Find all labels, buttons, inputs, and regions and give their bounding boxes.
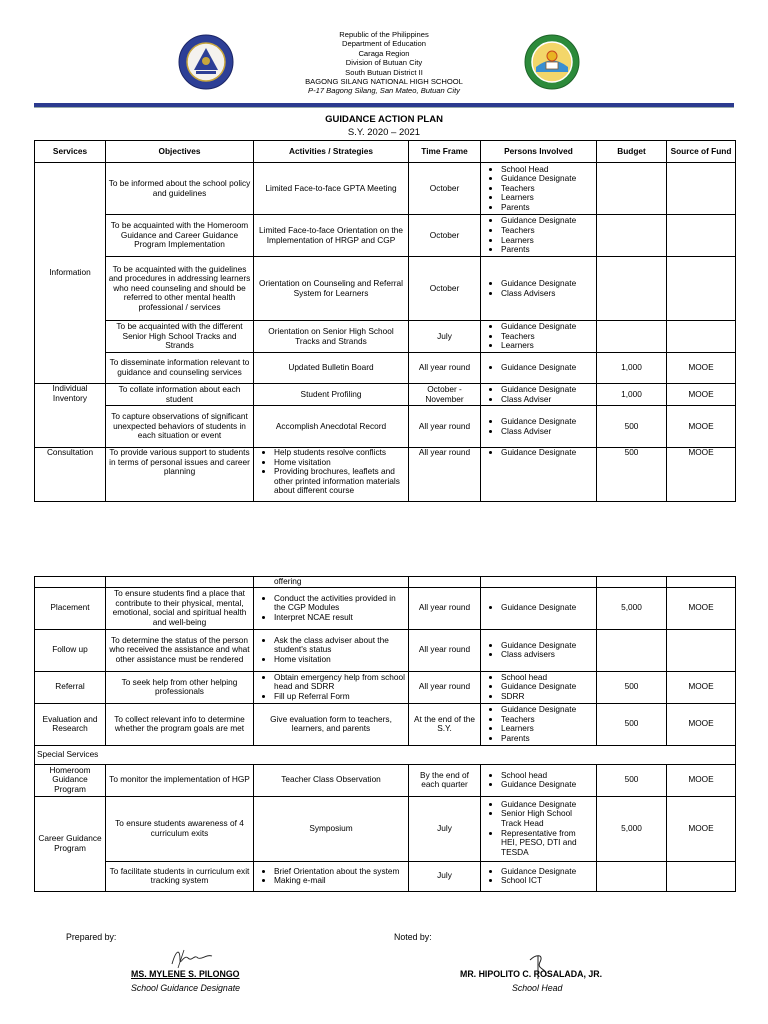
person-item: • Teachers xyxy=(501,226,594,236)
table-row xyxy=(35,764,736,796)
letterhead xyxy=(0,30,768,96)
person-item: • Guidance Designate xyxy=(501,216,594,226)
person-item: • Guidance Designate xyxy=(501,174,594,184)
fund-cell: MOOE xyxy=(667,384,736,406)
objective-cell: To determine the status of the person who received the assistance and what other assistance must be rendered xyxy=(106,629,254,671)
person-item: • Parents xyxy=(501,203,594,213)
table-row xyxy=(35,257,736,321)
activity-cell xyxy=(254,671,409,703)
time-cell: All year round xyxy=(409,671,481,703)
persons-cell xyxy=(481,406,597,448)
prepared-by-role: School Guidance Designate xyxy=(131,983,241,993)
fund-cell xyxy=(667,215,736,257)
time-cell: By the end of each quarter xyxy=(409,764,481,796)
persons-cell xyxy=(481,384,597,406)
budget-cell: 5,000 xyxy=(597,587,667,629)
noted-by-role: School Head xyxy=(512,983,563,993)
fund-cell: MOOE xyxy=(667,764,736,796)
budget-cell xyxy=(597,321,667,353)
activity-cell: Give evaluation form to teachers, learners, and parents xyxy=(254,703,409,745)
header-address: P-17 Bagong Silang, San Mateo, Butuan City xyxy=(308,86,460,96)
service-cell: Individual Inventory xyxy=(35,384,106,448)
persons-cell xyxy=(481,257,597,321)
activity-cell: Student Profiling xyxy=(254,384,409,406)
budget-cell xyxy=(597,629,667,671)
activity-item: • Brief Orientation about the system xyxy=(274,867,406,877)
activity-cell: Limited Face-to-face Orientation on the Implementation of HRGP and CGP xyxy=(254,215,409,257)
service-cell: Follow up xyxy=(35,629,106,671)
objective-cell: To collate information about each student xyxy=(106,384,254,406)
budget-cell: 500 xyxy=(597,671,667,703)
person-item: • School head xyxy=(501,771,594,781)
activity-cell: Teacher Class Observation xyxy=(254,764,409,796)
fund-cell xyxy=(667,321,736,353)
activity-cell xyxy=(254,629,409,671)
header-division: Division of Butuan City xyxy=(345,58,423,68)
objective-cell: To monitor the implementation of HGP xyxy=(106,764,254,796)
person-item: • Guidance Designate xyxy=(501,417,594,427)
objective-cell: To disseminate information relevant to guidance and counseling services xyxy=(106,353,254,384)
fund-cell xyxy=(667,163,736,215)
time-cell xyxy=(409,577,481,588)
fund-cell xyxy=(667,257,736,321)
activity-cell: Orientation on Senior High School Tracks and Strands xyxy=(254,321,409,353)
fund-cell: MOOE xyxy=(667,703,736,745)
action-plan-table xyxy=(34,140,736,502)
person-item: • Representative from HEI, PESO, DTI and TESDA xyxy=(501,829,594,858)
budget-cell: 1,000 xyxy=(597,384,667,406)
time-cell: October xyxy=(409,257,481,321)
header-district: South Butuan District II xyxy=(345,67,423,77)
service-cell: Evaluation and Research xyxy=(35,703,106,745)
objective-cell: To be acquainted with the different Senior High School Tracks and Strands xyxy=(106,321,254,353)
activity-cell: offering xyxy=(254,577,409,588)
fund-cell: MOOE xyxy=(667,671,736,703)
time-cell: All year round xyxy=(409,353,481,384)
persons-cell xyxy=(481,163,597,215)
person-item: • Parents xyxy=(501,734,594,744)
special-services-label: Special Services xyxy=(35,745,736,764)
persons-cell xyxy=(481,321,597,353)
time-cell: All year round xyxy=(409,406,481,448)
person-item: • Guidance Designate xyxy=(501,780,594,790)
person-item: • Guidance Designate xyxy=(501,385,594,395)
activity-cell xyxy=(254,587,409,629)
service-cell: Homeroom Guidance Program xyxy=(35,764,106,796)
activity-item: • Help students resolve conflicts xyxy=(274,448,406,458)
time-cell: At the end of the S.Y. xyxy=(409,703,481,745)
objective-cell: To provide various support to students in terms of personal issues and career planning xyxy=(106,448,254,502)
school-year: S.Y. 2020 – 2021 xyxy=(347,127,421,138)
budget-cell: 1,000 xyxy=(597,353,667,384)
action-plan-table-continued xyxy=(34,576,736,892)
col-header: Activities / Strategies xyxy=(254,141,409,163)
person-item: • Guidance Designate xyxy=(501,363,594,373)
noted-by-name: MR. HIPOLITO C. ROSALADA, JR. xyxy=(460,969,603,979)
person-item: • Guidance Designate xyxy=(501,800,594,810)
activity-cell: Updated Bulletin Board xyxy=(254,353,409,384)
fund-cell: MOOE xyxy=(667,448,736,502)
person-item: • Guidance Designate xyxy=(501,705,594,715)
header-region: Caraga Region xyxy=(358,48,410,58)
budget-cell xyxy=(597,577,667,588)
person-item: • Learners xyxy=(501,193,594,203)
time-cell: July xyxy=(409,796,481,861)
activity-item: • Home visitation xyxy=(274,458,406,468)
person-item: • SDRR xyxy=(501,692,594,702)
person-item: • School ICT xyxy=(501,876,594,886)
budget-cell xyxy=(597,257,667,321)
col-header: Persons Involved xyxy=(481,141,597,163)
table-row xyxy=(35,629,736,671)
fund-cell: MOOE xyxy=(667,406,736,448)
activity-item: • Home visitation xyxy=(274,655,406,665)
objective-cell: To ensure students awareness of 4 curriculum exits xyxy=(106,796,254,861)
person-item: • Guidance Designate xyxy=(501,603,594,613)
signature-mark xyxy=(168,946,218,970)
activity-item: • Conduct the activities provided in the CGP Modules xyxy=(274,594,406,613)
person-item: • Class Adviser xyxy=(501,427,594,437)
activity-cell: Orientation on Counseling and Referral System for Learners xyxy=(254,257,409,321)
noted-by-label: Noted by: xyxy=(394,932,432,942)
fund-cell xyxy=(667,629,736,671)
header-deped: Department of Education xyxy=(341,39,426,49)
table-row xyxy=(35,321,736,353)
budget-cell: 500 xyxy=(597,448,667,502)
table-row xyxy=(35,163,736,215)
person-item: • Teachers xyxy=(501,715,594,725)
objective-cell: To be informed about the school policy and guidelines xyxy=(106,163,254,215)
activity-cell: Symposium xyxy=(254,796,409,861)
objective-cell: To facilitate students in curriculum exit tracking system xyxy=(106,861,254,891)
budget-cell xyxy=(597,861,667,891)
time-cell: October - November xyxy=(409,384,481,406)
col-header: Budget xyxy=(597,141,667,163)
activity-item: • Ask the class adviser about the student's status xyxy=(274,636,406,655)
activity-item: • Making e-mail xyxy=(274,876,406,886)
objective-cell: To seek help from other helping professionals xyxy=(106,671,254,703)
persons-cell xyxy=(481,448,597,502)
person-item: • Teachers xyxy=(501,184,594,194)
person-item: • Learners xyxy=(501,724,594,734)
objective-cell xyxy=(106,577,254,588)
header-republic: Republic of the Philippines xyxy=(339,30,429,39)
prepared-by-label: Prepared by: xyxy=(66,932,117,942)
time-cell: October xyxy=(409,215,481,257)
persons-cell xyxy=(481,796,597,861)
service-cell: Referral xyxy=(35,671,106,703)
table-row xyxy=(35,215,736,257)
activity-item: • Fill up Referral Form xyxy=(274,692,406,702)
person-item: • School head xyxy=(501,673,594,683)
objective-cell: To capture observations of significant unexpected behaviors of students in each situation or event xyxy=(106,406,254,448)
person-item: • Guidance Designate xyxy=(501,682,594,692)
activity-cell: Limited Face-to-face GPTA Meeting xyxy=(254,163,409,215)
service-cell: Information xyxy=(35,163,106,384)
col-header: Time Frame xyxy=(409,141,481,163)
fund-cell xyxy=(667,861,736,891)
person-item: • Guidance Designate xyxy=(501,641,594,651)
header-divider xyxy=(34,103,734,108)
activity-item: • Interpret NCAE result xyxy=(274,613,406,623)
col-header: Source of Fund xyxy=(667,141,736,163)
person-item: • Teachers xyxy=(501,332,594,342)
person-item: • Learners xyxy=(501,341,594,351)
col-header: Objectives xyxy=(106,141,254,163)
budget-cell: 500 xyxy=(597,764,667,796)
table-row xyxy=(35,796,736,861)
activity-cell xyxy=(254,448,409,502)
persons-cell xyxy=(481,353,597,384)
person-item: • School Head xyxy=(501,165,594,175)
objective-cell: To collect relevant info to determine whether the program goals are met xyxy=(106,703,254,745)
fund-cell: MOOE xyxy=(667,587,736,629)
table-row xyxy=(35,587,736,629)
col-header: Services xyxy=(35,141,106,163)
person-item: • Class advisers xyxy=(501,650,594,660)
budget-cell: 500 xyxy=(597,406,667,448)
budget-cell: 5,000 xyxy=(597,796,667,861)
service-cell: Consultation xyxy=(35,448,106,502)
section-row xyxy=(35,745,736,764)
objective-cell: To be acquainted with the Homeroom Guidance and Career Guidance Program Implementation xyxy=(106,215,254,257)
person-item: • Guidance Designate xyxy=(501,279,594,289)
activity-cell: Accomplish Anecdotal Record xyxy=(254,406,409,448)
table-header-row xyxy=(35,141,736,163)
service-cell: Placement xyxy=(35,587,106,629)
objective-cell: To ensure students find a place that contribute to their physical, mental, emotional, social and spiritual health and well-being xyxy=(106,587,254,629)
budget-cell: 500 xyxy=(597,703,667,745)
persons-cell xyxy=(481,215,597,257)
fund-cell xyxy=(667,577,736,588)
prepared-by-name: MS. MYLENE S. PILONGO xyxy=(131,969,240,979)
table-row xyxy=(35,353,736,384)
table-row xyxy=(35,703,736,745)
document-title: GUIDANCE ACTION PLAN xyxy=(325,114,443,125)
fund-cell: MOOE xyxy=(667,353,736,384)
time-cell: All year round xyxy=(409,448,481,502)
persons-cell xyxy=(481,587,597,629)
person-item: • Guidance Designate xyxy=(501,448,594,458)
time-cell: October xyxy=(409,163,481,215)
person-item: • Class Adviser xyxy=(501,395,594,405)
persons-cell xyxy=(481,764,597,796)
table-row xyxy=(35,671,736,703)
person-item: • Parents xyxy=(501,245,594,255)
person-item: • Learners xyxy=(501,236,594,246)
budget-cell xyxy=(597,215,667,257)
header-school: BAGONG SILANG NATIONAL HIGH SCHOOL xyxy=(305,77,463,87)
persons-cell xyxy=(481,629,597,671)
persons-cell xyxy=(481,671,597,703)
time-cell: July xyxy=(409,861,481,891)
service-cell: Career Guidance Program xyxy=(35,796,106,891)
person-item: • Guidance Designate xyxy=(501,867,594,877)
fund-cell: MOOE xyxy=(667,796,736,861)
activity-item: • Obtain emergency help from school head and SDRR xyxy=(274,673,406,692)
person-item: • Senior High School Track Head xyxy=(501,809,594,828)
table-row xyxy=(35,577,736,588)
table-row xyxy=(35,384,736,406)
persons-cell xyxy=(481,577,597,588)
activity-cell xyxy=(254,861,409,891)
table-row xyxy=(35,861,736,891)
time-cell: All year round xyxy=(409,587,481,629)
service-cell xyxy=(35,577,106,588)
time-cell: July xyxy=(409,321,481,353)
time-cell: All year round xyxy=(409,629,481,671)
table-row xyxy=(35,406,736,448)
persons-cell xyxy=(481,703,597,745)
table-row xyxy=(35,448,736,502)
person-item: • Class Advisers xyxy=(501,289,594,299)
persons-cell xyxy=(481,861,597,891)
person-item: • Guidance Designate xyxy=(501,322,594,332)
objective-cell: To be acquainted with the guidelines and procedures in addressing learners who need counseling and should be referred to other mental health professional / services xyxy=(106,257,254,321)
budget-cell xyxy=(597,163,667,215)
activity-item: • Providing brochures, leaflets and other printed information materials about different course xyxy=(274,467,406,496)
